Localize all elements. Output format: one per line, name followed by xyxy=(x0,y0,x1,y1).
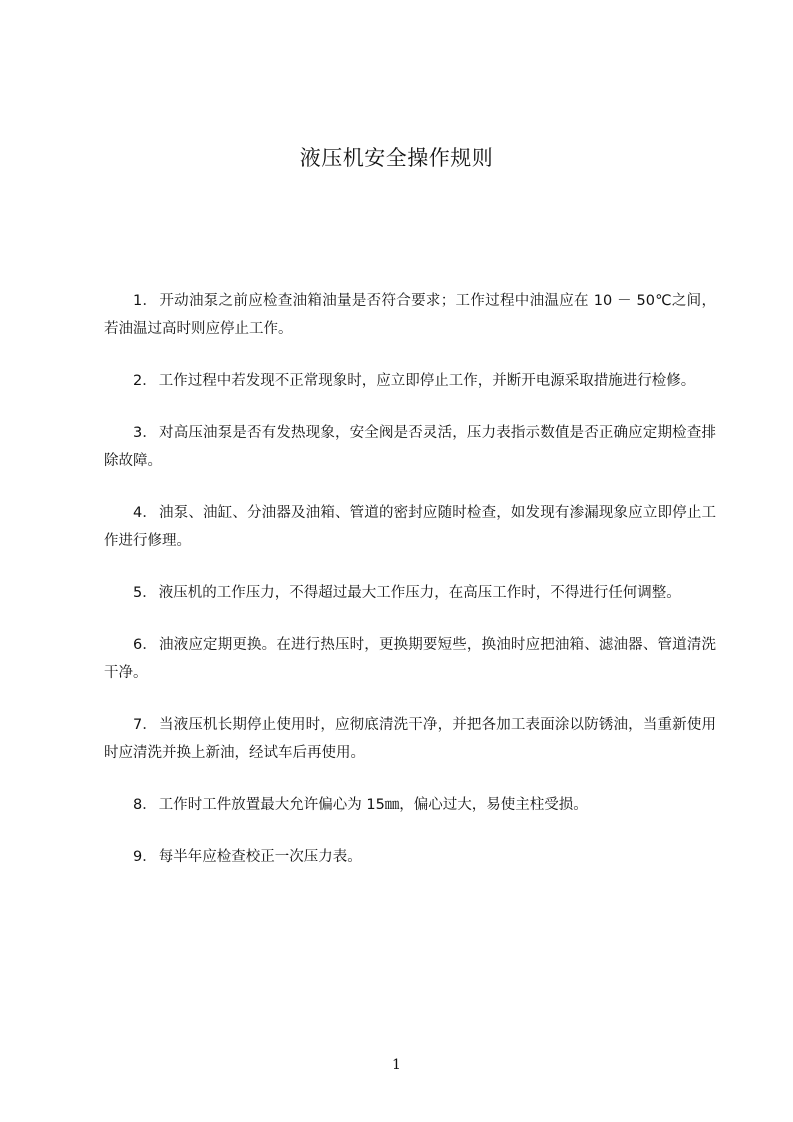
rule-item-3 xyxy=(104,419,716,475)
rule-item-5 xyxy=(104,579,716,607)
rule-number: 7． xyxy=(133,717,158,733)
rule-item-6 xyxy=(104,631,716,687)
rule-text: 油液应定期更换。在进行热压时，更换期要短些，换油时应把油箱、滤油器、管道清洗干净。 xyxy=(104,637,716,681)
rule-text: 工作时工件放置最大允许偏心为 15㎜，偏心过大，易使主柱受损。 xyxy=(158,797,588,813)
rule-text: 工作过程中若发现不正常现象时，应立即停止工作，并断开电源采取措施进行检修。 xyxy=(158,373,696,389)
page-number: 1 xyxy=(392,1057,401,1073)
rule-number: 2． xyxy=(133,373,157,389)
rule-number: 1． xyxy=(133,293,158,309)
rule-item-1 xyxy=(104,287,716,343)
rule-text: 开动油泵之前应检查油箱油量是否符合要求；工作过程中油温应在 10 － 50℃之间，若油温过高时则应停止工作。 xyxy=(104,293,716,337)
rule-item-8 xyxy=(104,791,716,819)
rule-text: 液压机的工作压力，不得超过最大工作压力，在高压工作时，不得进行任何调整。 xyxy=(158,585,681,601)
rules-list xyxy=(104,287,716,895)
rule-number: 4． xyxy=(133,505,158,521)
rule-item-7 xyxy=(104,711,716,767)
rule-item-4 xyxy=(104,499,716,555)
rule-number: 9． xyxy=(133,849,157,865)
document-title: 液压机安全操作规则 xyxy=(299,146,494,170)
rule-number: 8． xyxy=(133,797,157,813)
rule-item-2 xyxy=(104,367,716,395)
rule-item-9 xyxy=(104,843,716,871)
rule-text: 当液压机长期停止使用时，应彻底清洗干净，并把各加工表面涂以防锈油，当重新使用时应清洗并换上新油，经试车后再使用。 xyxy=(104,717,716,761)
rule-text: 油泵、油缸、分油器及油箱、管道的密封应随时检查，如发现有渗漏现象应立即停止工作进行修理。 xyxy=(104,505,716,549)
rule-number: 5． xyxy=(133,585,157,601)
rule-text: 每半年应检查校正一次压力表。 xyxy=(158,849,362,865)
rule-number: 3． xyxy=(133,425,158,441)
rule-number: 6． xyxy=(133,637,158,653)
rule-text: 对高压油泵是否有发热现象，安全阀是否灵活，压力表指示数值是否正确应定期检查排除故障。 xyxy=(104,425,716,469)
